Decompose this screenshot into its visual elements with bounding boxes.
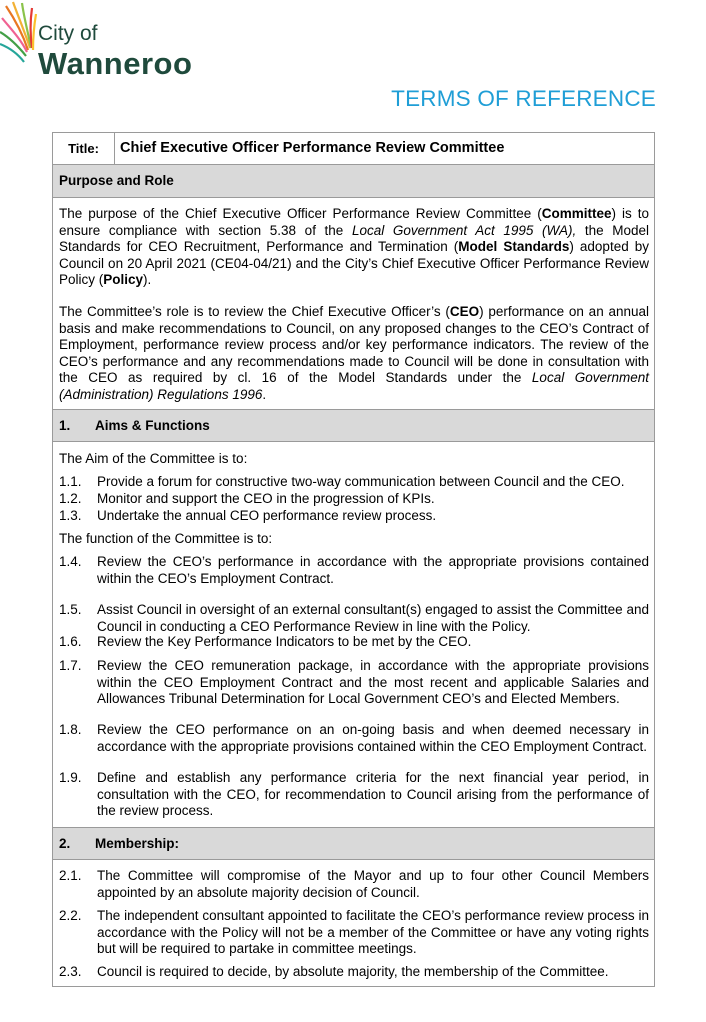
list-item-text: Define and establish any performance criteria for the next financial year period, in consultation with the CEO, for recommendation to Council arising from the performance of the review process. (97, 770, 649, 818)
list-item-number: 2.1. (59, 868, 82, 883)
list-item-number: 2.2. (59, 908, 82, 923)
functions-intro: The function of the Committee is to: (59, 531, 273, 546)
membership-number: 2. (59, 836, 71, 851)
list-item-number: 1.7. (59, 658, 82, 673)
list-item-number: 1.8. (59, 722, 82, 737)
list-item-number: 1.3. (59, 508, 82, 523)
list-item-number: 1.9. (59, 770, 82, 785)
list-item-number: 1.1. (59, 474, 82, 489)
aims-title: Aims & Functions (95, 418, 210, 433)
list-item-text: Provide a forum for constructive two-way communication between Council and the CEO. (97, 474, 625, 489)
list-item-text: Review the Key Performance Indicators to be met by the CEO. (97, 634, 472, 649)
logo-line2: Wanneroo (38, 46, 193, 81)
list-item-number: 2.3. (59, 964, 82, 979)
purpose-para-2: The Committee’s role is to review the Chief Executive Officer’s (CEO) performance on an annual basis and make recommendations to Council, on any proposed changes to the CEO’s Contract of Employment, performance review process and/or key performance indicators. The review of the CEO’s performance and any recommendations made to Council will be done in consultation with the CEO as required by cl. 16 of the Model Standards under the Local Government (Administration) Regulations 1996. (59, 304, 649, 402)
membership-header (53, 827, 654, 860)
list-item-text: Council is required to decide, by absolute majority, the membership of the Committee. (97, 964, 609, 979)
purpose-header: Purpose and Role (53, 165, 654, 198)
purpose-para-1: The purpose of the Chief Executive Officer Performance Review Committee (Committee) is to ensure compliance with section 5.38 of the Local Government Act 1995 (WA), the Model Standards for CEO Recruitment, Performance and Termination (Model Standards) adopted by Council on 20 April 2021 (CE04-04/21) and the City’s Chief Executive Officer Performance Review Policy (Policy). (59, 206, 650, 287)
title-row (53, 133, 654, 165)
title-value: Chief Executive Officer Performance Review Committee (120, 140, 505, 156)
list-item-number: 1.5. (59, 602, 82, 617)
page-heading: TERMS OF REFERENCE (391, 86, 656, 111)
logo-line1: City of (38, 22, 98, 45)
list-item-text: Review the CEO’s performance in accordance with the appropriate provisions contained within the CEO’s Employment Contract. (97, 554, 649, 586)
list-item-number: 1.6. (59, 634, 82, 649)
city-logo (0, 0, 215, 85)
title-label: Title: (53, 133, 115, 164)
list-item-text: Undertake the annual CEO performance review process. (97, 508, 437, 523)
terms-table (52, 132, 655, 987)
list-item-text: Review the CEO performance on an on-going basis and when deemed necessary in accordance with the appropriate provisions contained within the CEO Employment Contract. (97, 722, 649, 754)
aims-number: 1. (59, 418, 71, 433)
aims-intro: The Aim of the Committee is to: (59, 451, 248, 466)
list-item-text: The Committee will compromise of the Mayor and up to four other Council Members appointed by an absolute majority decision of Council. (97, 868, 649, 900)
logo-leaf-icon (0, 0, 40, 80)
list-item-number: 1.2. (59, 491, 82, 506)
membership-title: Membership: (95, 836, 180, 851)
list-item-text: Assist Council in oversight of an external consultant(s) engaged to assist the Committee and Council in conducting a CEO Performance Review in line with the Policy. (97, 602, 649, 634)
list-item-text: Monitor and support the CEO in the progression of KPIs. (97, 491, 435, 506)
list-item-text: Review the CEO remuneration package, in accordance with the appropriate provisions within the CEO Employment Contract and the most recent and applicable Salaries and Allowances Tribunal Determination for Local Government CEO’s and Elected Members. (97, 658, 649, 706)
list-item-text: The independent consultant appointed to facilitate the CEO’s performance review process in accordance with the Policy will not be a member of the Committee or have any voting rights but will be required to partake in committee meetings. (97, 908, 649, 956)
list-item-number: 1.4. (59, 554, 82, 569)
aims-header (53, 409, 654, 442)
